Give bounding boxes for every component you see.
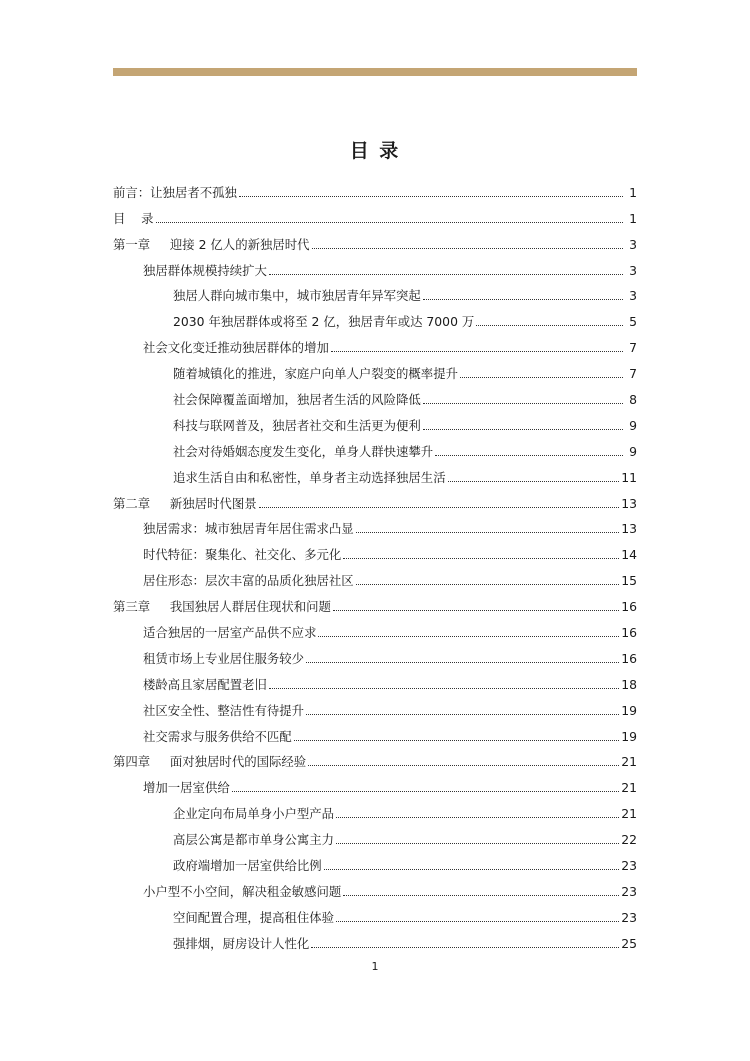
toc-dot-leader	[356, 532, 620, 533]
toc-entry-label: 强排烟，厨房设计人性化	[173, 935, 310, 951]
toc-entry[interactable]	[113, 929, 637, 955]
toc-entry-label: 小户型不小空间，解决租金敏感问题	[143, 883, 342, 899]
toc-entry-page: 14	[621, 547, 637, 563]
toc-entry[interactable]	[113, 825, 637, 851]
toc-entry-page: 13	[621, 521, 637, 537]
toc-dot-leader	[343, 895, 619, 896]
toc-entry[interactable]	[113, 799, 637, 825]
toc-dot-leader	[308, 765, 619, 766]
toc-entry[interactable]	[113, 515, 637, 541]
toc-entry-label: 社交需求与服务供给不匹配	[143, 728, 292, 744]
toc-entry-page: 21	[621, 754, 637, 770]
toc-entry-page: 7	[629, 340, 637, 356]
toc-entry-label: 第一章 迎接 2 亿人的新独居时代	[113, 236, 310, 252]
toc-dot-leader	[294, 740, 620, 741]
toc-entry-label: 社区安全性、整洁性有待提升	[143, 702, 305, 718]
toc-dot-leader	[423, 403, 623, 404]
toc-entry-page: 23	[621, 909, 637, 925]
toc-entry[interactable]	[113, 670, 637, 696]
toc-entry[interactable]	[113, 644, 637, 670]
toc-dot-leader	[336, 843, 619, 844]
toc-dot-leader	[318, 636, 619, 637]
toc-entry[interactable]	[113, 851, 637, 877]
toc-entry-label: 前言：让独居者不孤独	[113, 184, 237, 200]
toc-entry[interactable]	[113, 722, 637, 748]
toc-entry[interactable]	[113, 696, 637, 722]
toc-dot-leader	[423, 299, 623, 300]
toc-entry[interactable]	[113, 592, 637, 618]
toc-entry-page: 16	[621, 625, 637, 641]
toc-entry-page: 1	[629, 210, 637, 226]
toc-entry-label: 企业定向布局单身小户型产品	[173, 806, 335, 822]
toc-entry-label: 楼龄高且家居配置老旧	[143, 676, 267, 692]
toc-dot-leader	[460, 377, 623, 378]
toc-dot-leader	[306, 714, 619, 715]
toc-entry-label: 政府端增加一居室供给比例	[173, 858, 322, 874]
toc-entry-label: 第二章 新独居时代图景	[113, 495, 257, 511]
toc-entry[interactable]	[113, 204, 637, 230]
toc-entry-label: 时代特征：聚集化、社交化、多元化	[143, 547, 342, 563]
toc-entry-label: 独居需求：城市独居青年居住需求凸显	[143, 521, 354, 537]
toc-entry-label: 适合独居的一居室产品供不应求	[143, 625, 317, 641]
toc-dot-leader	[259, 507, 620, 508]
toc-dot-leader	[336, 921, 619, 922]
page-number: 1	[371, 960, 379, 973]
toc-entry[interactable]	[113, 282, 637, 308]
toc-entry-label: 增加一居室供给	[143, 780, 230, 796]
toc-entry-page: 9	[629, 417, 637, 433]
toc-entry-label: 第四章 面对独居时代的国际经验	[113, 754, 307, 770]
toc-entry-label: 独居群体规模持续扩大	[143, 262, 267, 278]
toc-entry-page: 16	[621, 650, 637, 666]
toc-dot-leader	[324, 869, 620, 870]
toc-entry-page: 5	[629, 314, 637, 330]
toc-entry-page: 3	[629, 262, 637, 278]
toc-entry-page: 11	[621, 469, 637, 485]
toc-entry[interactable]	[113, 540, 637, 566]
toc-entry-label: 租赁市场上专业居住服务较少	[143, 650, 305, 666]
toc-entry[interactable]	[113, 748, 637, 774]
toc-entry-page: 21	[621, 780, 637, 796]
toc-entry-label: 空间配置合理，提高租住体验	[173, 909, 335, 925]
toc-entry-label: 社会对待婚姻态度发生变化，单身人群快速攀升	[173, 443, 434, 459]
toc-dot-leader	[331, 351, 623, 352]
toc-entry-label: 2030 年独居群体或将至 2 亿，独居青年或达 7000 万	[173, 314, 475, 330]
toc-dot-leader	[269, 274, 623, 275]
toc-dot-leader	[311, 947, 619, 948]
toc-entry-label: 社会保障覆盖面增加，独居者生活的风险降低	[173, 392, 421, 408]
toc-entry[interactable]	[113, 178, 637, 204]
toc-entry[interactable]	[113, 333, 637, 359]
toc-entry-page: 25	[621, 935, 637, 951]
toc-entry-label: 第三章 我国独居人群居住现状和问题	[113, 599, 331, 615]
toc-entry-page: 13	[621, 495, 637, 511]
toc-entry[interactable]	[113, 489, 637, 515]
toc-entry[interactable]	[113, 437, 637, 463]
toc-entry-page: 3	[629, 236, 637, 252]
header-accent-bar	[113, 68, 637, 76]
toc-dot-leader	[156, 222, 623, 223]
toc-entry[interactable]	[113, 566, 637, 592]
toc-dot-leader	[333, 610, 619, 611]
page-title: 目 录	[349, 140, 401, 162]
toc-dot-leader	[312, 248, 623, 249]
toc-entry-page: 3	[629, 288, 637, 304]
toc-dot-leader	[435, 455, 623, 456]
toc-entry-page: 19	[621, 728, 637, 744]
toc-entry-label: 高层公寓是都市单身公寓主力	[173, 832, 335, 848]
toc-entry[interactable]	[113, 230, 637, 256]
toc-entry-page: 19	[621, 702, 637, 718]
toc-dot-leader	[239, 196, 623, 197]
toc-entry-label: 独居人群向城市集中，城市独居青年异军突起	[173, 288, 421, 304]
toc-dot-leader	[306, 662, 619, 663]
toc-entry-label: 随着城镇化的推进，家庭户向单人户裂变的概率提升	[173, 366, 458, 382]
toc-entry-label: 目 录	[113, 210, 154, 226]
toc-entry-page: 8	[629, 392, 637, 408]
toc-entry[interactable]	[113, 256, 637, 282]
toc-entry-label: 居住形态：层次丰富的品质化独居社区	[143, 573, 354, 589]
toc-entry[interactable]	[113, 359, 637, 385]
toc-entry-page: 23	[621, 858, 637, 874]
toc-entry-page: 15	[621, 573, 637, 589]
toc-dot-leader	[232, 791, 619, 792]
toc-entry-label: 科技与联网普及，独居者社交和生活更为便利	[173, 417, 421, 433]
toc-entry-page: 9	[629, 443, 637, 459]
toc-entry[interactable]	[113, 903, 637, 929]
toc-entry-page: 7	[629, 366, 637, 382]
toc-entry-page: 1	[629, 184, 637, 200]
toc-entry[interactable]	[113, 411, 637, 437]
toc-entry[interactable]	[113, 307, 637, 333]
toc-dot-leader	[423, 429, 623, 430]
toc-entry-page: 18	[621, 676, 637, 692]
toc-entry-label: 社会文化变迁推动独居群体的增加	[143, 340, 329, 356]
toc-entry[interactable]	[113, 773, 637, 799]
toc-dot-leader	[448, 481, 620, 482]
table-of-contents	[113, 178, 637, 955]
toc-entry[interactable]	[113, 877, 637, 903]
toc-entry[interactable]	[113, 618, 637, 644]
toc-dot-leader	[343, 558, 619, 559]
toc-entry-label: 追求生活自由和私密性，单身者主动选择独居生活	[173, 469, 446, 485]
toc-dot-leader	[476, 325, 623, 326]
toc-entry-page: 23	[621, 883, 637, 899]
toc-entry[interactable]	[113, 463, 637, 489]
toc-dot-leader	[269, 688, 619, 689]
toc-dot-leader	[356, 584, 620, 585]
toc-entry-page: 16	[621, 599, 637, 615]
toc-entry-page: 21	[621, 806, 637, 822]
toc-dot-leader	[336, 817, 619, 818]
toc-entry-page: 22	[621, 832, 637, 848]
toc-entry[interactable]	[113, 385, 637, 411]
